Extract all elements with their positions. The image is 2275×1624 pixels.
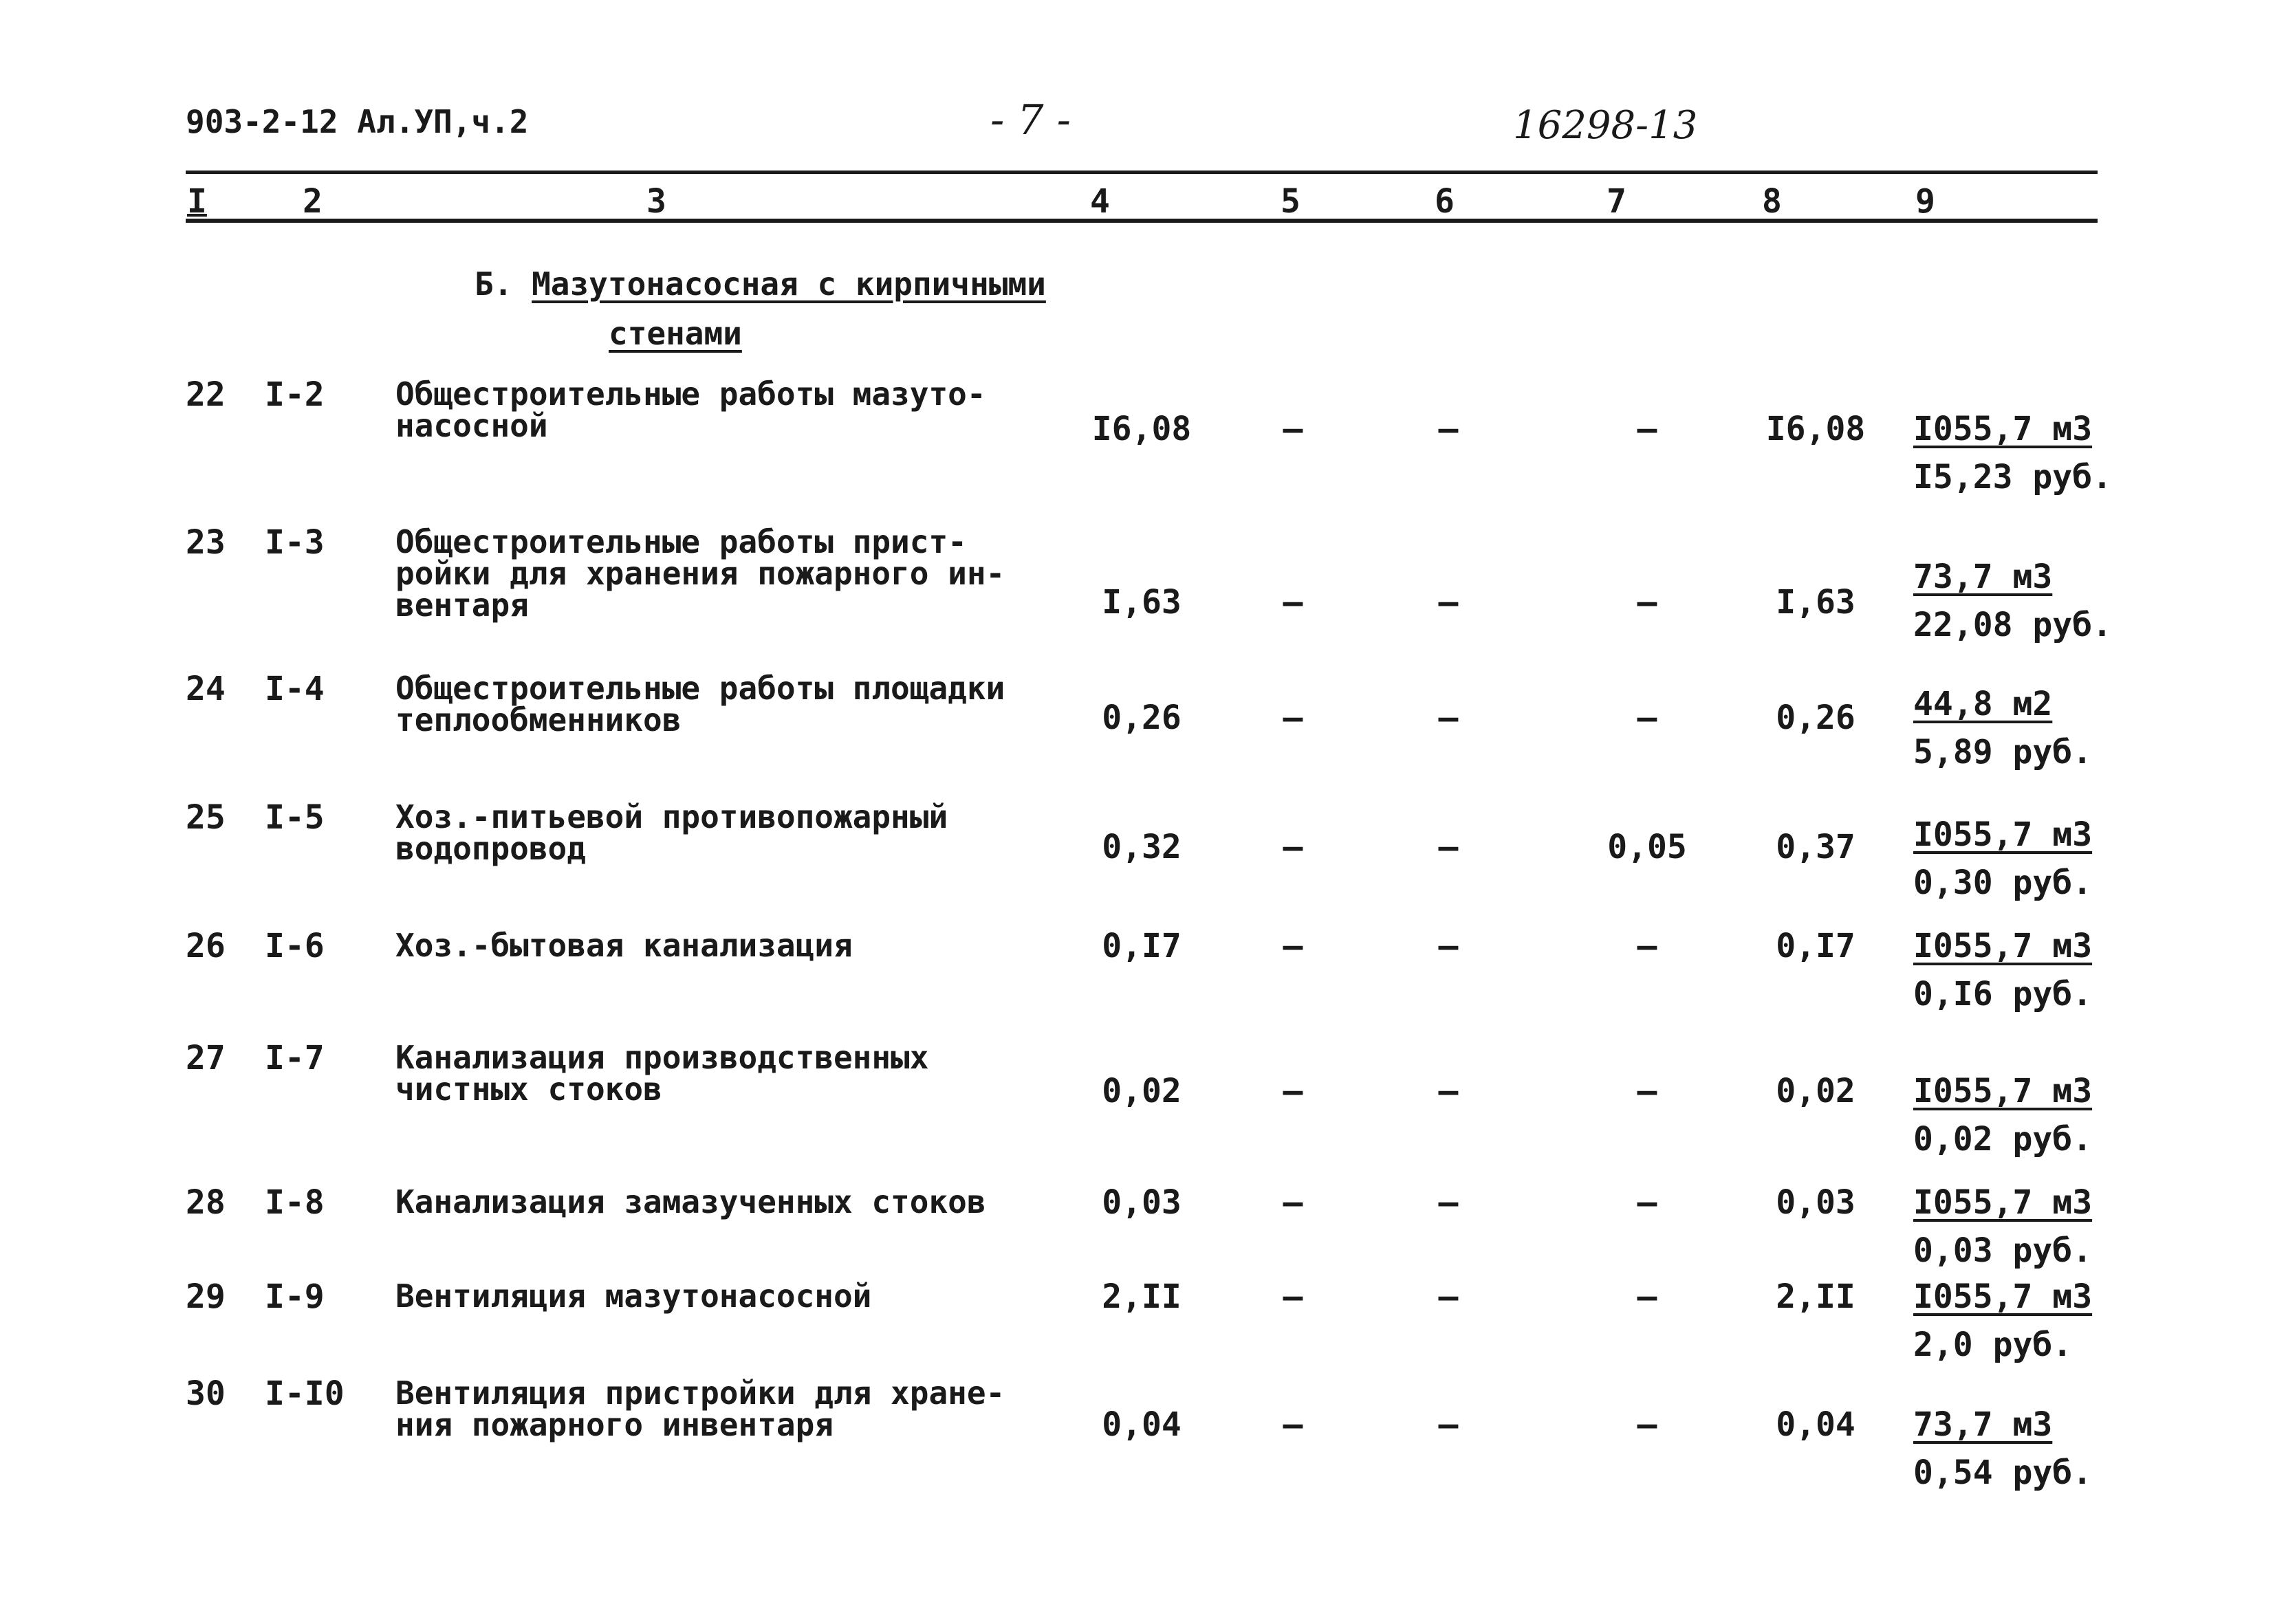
column-number-7: 7: [1607, 182, 1626, 221]
row-value-col8: 0,02: [1776, 1072, 1855, 1110]
row-number: 24: [186, 670, 226, 708]
row-volume: 73,7 м3: [1913, 558, 2053, 596]
row-value-col5: –: [1283, 583, 1303, 622]
row-value-col4: 0,26: [1102, 699, 1182, 737]
row-code: I-8: [265, 1183, 325, 1222]
row-volume: 73,7 м3: [1913, 1405, 2053, 1444]
row-code: I-7: [265, 1039, 325, 1077]
row-value-col7: –: [1637, 699, 1657, 737]
row-volume: I055,7 м3: [1913, 410, 2093, 448]
row-number: 26: [186, 927, 226, 965]
row-name: Вентиляция мазутонасосной: [395, 1277, 872, 1315]
row-cost: 5,89 руб.: [1913, 733, 2093, 771]
row-value-col5: –: [1283, 927, 1303, 965]
row-value-col7: –: [1637, 583, 1657, 622]
row-value-col7: –: [1637, 410, 1657, 448]
row-code: I-2: [265, 375, 325, 414]
row-value-col6: –: [1438, 410, 1459, 448]
row-cost: I5,23 руб.: [1913, 458, 2112, 496]
row-value-col6: –: [1438, 828, 1459, 866]
column-number-8: 8: [1762, 182, 1782, 221]
row-value-col8: 0,I7: [1776, 927, 1855, 965]
row-number: 27: [186, 1039, 226, 1077]
row-name: Общестроительные работы мазуто- насосной: [395, 375, 986, 444]
row-code: I-9: [265, 1277, 325, 1316]
row-value-col4: 2,II: [1102, 1277, 1182, 1316]
row-value-col5: –: [1283, 1183, 1303, 1222]
row-value-col7: –: [1637, 927, 1657, 965]
row-code: I-6: [265, 927, 325, 965]
row-value-col4: I,63: [1102, 583, 1182, 622]
row-volume: I055,7 м3: [1913, 1072, 2093, 1110]
row-value-col4: 0,04: [1102, 1405, 1182, 1444]
row-value-col7: –: [1637, 1277, 1657, 1316]
row-name: Хоз.-питьевой противопожарный водопровод: [395, 798, 948, 867]
row-value-col7: –: [1637, 1072, 1657, 1110]
row-number: 30: [186, 1374, 226, 1413]
row-value-col4: 0,I7: [1102, 927, 1182, 965]
row-name: Хоз.-бытовая канализация: [395, 927, 853, 964]
top-rule: [186, 171, 2098, 174]
row-number: 25: [186, 798, 226, 837]
row-cost: 22,08 руб.: [1913, 606, 2112, 644]
row-value-col5: –: [1283, 410, 1303, 448]
column-header-rule: [186, 219, 2098, 223]
column-number-6: 6: [1435, 182, 1455, 221]
row-name: Общестроительные работы прист- ройки для хранения пожарного ин- вентаря: [395, 523, 1005, 624]
row-name: Канализация производственных чистных стоков: [395, 1039, 929, 1108]
row-number: 29: [186, 1277, 226, 1316]
section-prefix: Б.: [475, 265, 513, 303]
row-number: 23: [186, 523, 226, 562]
row-value-col6: –: [1438, 1277, 1459, 1316]
row-volume: 44,8 м2: [1913, 685, 2053, 723]
row-value-col8: 0,03: [1776, 1183, 1855, 1222]
row-name: Вентиляция пристройки для хране- ния пожарного инвентаря: [395, 1374, 1005, 1443]
row-code: I-I0: [265, 1374, 345, 1413]
row-value-col7: 0,05: [1607, 828, 1687, 866]
row-value-col6: –: [1438, 583, 1459, 622]
section-title-line2: стенами: [609, 315, 742, 352]
section-heading: [475, 265, 1046, 303]
row-cost: 0,I6 руб.: [1913, 975, 2093, 1013]
row-value-col6: –: [1438, 699, 1459, 737]
row-cost: 0,30 руб.: [1913, 864, 2093, 902]
row-value-col6: –: [1438, 1183, 1459, 1222]
row-value-col7: –: [1637, 1405, 1657, 1444]
row-code: I-3: [265, 523, 325, 562]
row-volume: I055,7 м3: [1913, 815, 2093, 854]
row-value-col6: –: [1438, 1405, 1459, 1444]
row-value-col6: –: [1438, 1072, 1459, 1110]
row-code: I-4: [265, 670, 325, 708]
column-number-3: 3: [646, 182, 666, 221]
row-value-col6: –: [1438, 927, 1459, 965]
row-cost: 0,54 руб.: [1913, 1453, 2093, 1492]
row-value-col5: –: [1283, 1277, 1303, 1316]
row-value-col5: –: [1283, 828, 1303, 866]
row-value-col4: 0,32: [1102, 828, 1182, 866]
row-value-col8: I,63: [1776, 583, 1855, 622]
column-number-4: 4: [1090, 182, 1110, 221]
row-name: Общестроительные работы площадки теплообменников: [395, 670, 1005, 738]
row-volume: I055,7 м3: [1913, 927, 2093, 965]
row-value-col8: 0,26: [1776, 699, 1855, 737]
row-value-col8: 0,04: [1776, 1405, 1855, 1444]
column-number-5: 5: [1281, 182, 1300, 221]
row-cost: 0,03 руб.: [1913, 1231, 2093, 1270]
row-value-col5: –: [1283, 1072, 1303, 1110]
column-number-1: I: [187, 182, 207, 221]
row-cost: 0,02 руб.: [1913, 1120, 2093, 1159]
row-value-col5: –: [1283, 1405, 1303, 1444]
sheet-code: 16298-13: [1513, 103, 1698, 148]
row-value-col5: –: [1283, 699, 1303, 737]
document-code: 903-2-12 Ал.УП,ч.2: [186, 103, 529, 140]
row-value-col8: I6,08: [1765, 410, 1866, 448]
section-title-line1: Мазутонасосная с кирпичными: [532, 265, 1046, 303]
row-value-col4: I6,08: [1091, 410, 1192, 448]
column-number-2: 2: [303, 182, 323, 221]
row-number: 28: [186, 1183, 226, 1222]
column-number-9: 9: [1915, 182, 1935, 221]
row-value-col8: 0,37: [1776, 828, 1855, 866]
row-value-col4: 0,02: [1102, 1072, 1182, 1110]
row-value-col8: 2,II: [1776, 1277, 1855, 1316]
row-volume: I055,7 м3: [1913, 1277, 2093, 1316]
page-number: - 7 -: [990, 96, 1071, 144]
row-name: Канализация замазученных стоков: [395, 1183, 986, 1220]
row-code: I-5: [265, 798, 325, 837]
row-value-col7: –: [1637, 1183, 1657, 1222]
row-number: 22: [186, 375, 226, 414]
row-value-col4: 0,03: [1102, 1183, 1182, 1222]
row-volume: I055,7 м3: [1913, 1183, 2093, 1222]
row-cost: 2,0 руб.: [1913, 1326, 2073, 1364]
